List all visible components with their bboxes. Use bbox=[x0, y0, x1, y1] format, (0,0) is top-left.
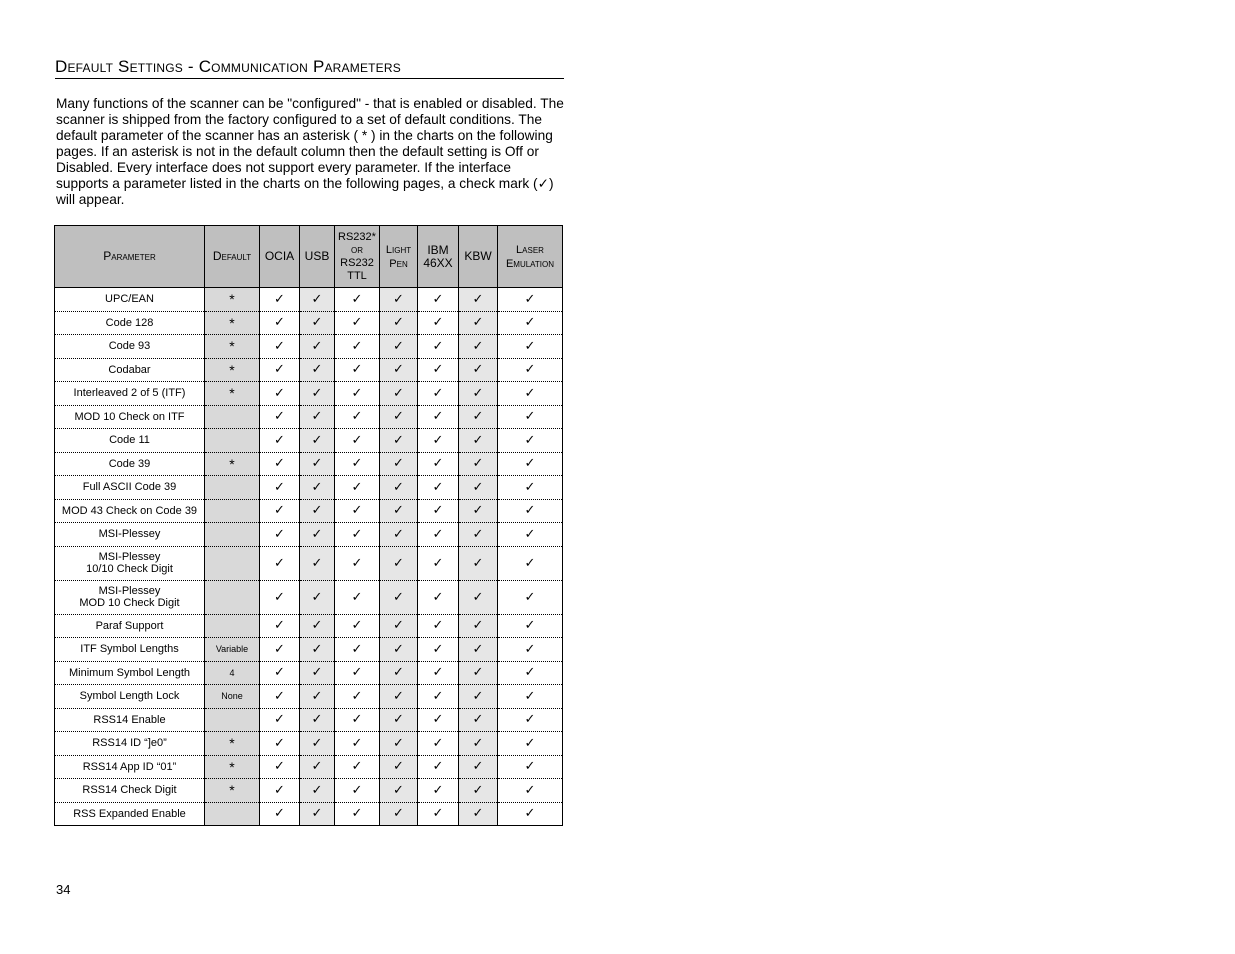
check-mark-light-pen: ✓ bbox=[380, 405, 418, 429]
check-mark-light-pen: ✓ bbox=[380, 638, 418, 662]
default-value: * bbox=[205, 779, 260, 803]
check-mark-usb: ✓ bbox=[300, 499, 335, 523]
check-mark-usb: ✓ bbox=[300, 638, 335, 662]
table-body bbox=[55, 288, 563, 826]
default-value bbox=[205, 546, 260, 580]
table-row bbox=[55, 335, 563, 359]
parameter-name: Code 93 bbox=[55, 335, 205, 359]
parameter-name: MSI-Plessey MOD 10 Check Digit bbox=[55, 580, 205, 614]
table-row bbox=[55, 661, 563, 685]
check-mark-ocia: ✓ bbox=[260, 614, 300, 638]
rs232-label: RS232* bbox=[338, 230, 376, 243]
intro-paragraph: Many functions of the scanner can be "configured" - that is enabled or disabled. The scanner is shipped from the factory configured to a set of default conditions. The default parameter of the scanner has an asterisk ( * ) in the charts on the following pages. If an asterisk is not in the default column then the default setting is Off or Disabled. Every interface does not support every parameter. If the interface supports a parameter listed in the charts on the following pages, a check mark (✓) will appear. bbox=[56, 96, 564, 207]
check-mark-kbw: ✓ bbox=[459, 638, 498, 662]
check-mark-ibm: ✓ bbox=[418, 476, 459, 500]
check-mark-light-pen: ✓ bbox=[380, 732, 418, 756]
check-mark-laser: ✓ bbox=[498, 755, 563, 779]
default-value bbox=[205, 429, 260, 453]
check-mark-laser: ✓ bbox=[498, 452, 563, 476]
check-mark-rs232: ✓ bbox=[335, 614, 380, 638]
check-mark-ocia: ✓ bbox=[260, 708, 300, 732]
check-mark-rs232: ✓ bbox=[335, 311, 380, 335]
check-mark-laser: ✓ bbox=[498, 429, 563, 453]
parameter-name: Full ASCII Code 39 bbox=[55, 476, 205, 500]
check-mark-rs232: ✓ bbox=[335, 452, 380, 476]
table-row bbox=[55, 732, 563, 756]
check-mark-rs232: ✓ bbox=[335, 382, 380, 406]
check-mark-light-pen: ✓ bbox=[380, 452, 418, 476]
rs232-ttl-label: RS232 TTL bbox=[340, 256, 374, 282]
check-mark-rs232: ✓ bbox=[335, 685, 380, 709]
check-mark-laser: ✓ bbox=[498, 802, 563, 826]
check-mark-light-pen: ✓ bbox=[380, 288, 418, 312]
check-mark-light-pen: ✓ bbox=[380, 523, 418, 547]
check-mark-ocia: ✓ bbox=[260, 580, 300, 614]
default-value: Variable bbox=[205, 638, 260, 662]
check-mark-light-pen: ✓ bbox=[380, 476, 418, 500]
col-header-default: Default bbox=[205, 226, 260, 288]
check-mark-rs232: ✓ bbox=[335, 405, 380, 429]
check-mark-kbw: ✓ bbox=[459, 311, 498, 335]
check-mark-laser: ✓ bbox=[498, 476, 563, 500]
check-mark-laser: ✓ bbox=[498, 358, 563, 382]
check-mark-ibm: ✓ bbox=[418, 546, 459, 580]
col-header-rs232 bbox=[335, 226, 380, 288]
check-mark-light-pen: ✓ bbox=[380, 429, 418, 453]
default-value bbox=[205, 708, 260, 732]
check-mark-laser: ✓ bbox=[498, 614, 563, 638]
check-mark-light-pen: ✓ bbox=[380, 335, 418, 359]
parameters-table bbox=[54, 225, 563, 826]
check-mark-usb: ✓ bbox=[300, 685, 335, 709]
check-mark-laser: ✓ bbox=[498, 732, 563, 756]
check-mark-kbw: ✓ bbox=[459, 732, 498, 756]
table-row bbox=[55, 779, 563, 803]
check-mark-light-pen: ✓ bbox=[380, 358, 418, 382]
check-mark-ibm: ✓ bbox=[418, 685, 459, 709]
table-row bbox=[55, 476, 563, 500]
check-mark-usb: ✓ bbox=[300, 452, 335, 476]
default-value bbox=[205, 580, 260, 614]
table-row bbox=[55, 755, 563, 779]
check-mark-rs232: ✓ bbox=[335, 580, 380, 614]
check-mark-kbw: ✓ bbox=[459, 755, 498, 779]
check-mark-ibm: ✓ bbox=[418, 614, 459, 638]
check-mark-ibm: ✓ bbox=[418, 311, 459, 335]
check-mark-ocia: ✓ bbox=[260, 429, 300, 453]
default-value: * bbox=[205, 755, 260, 779]
check-mark-kbw: ✓ bbox=[459, 429, 498, 453]
check-mark-laser: ✓ bbox=[498, 638, 563, 662]
check-mark-ocia: ✓ bbox=[260, 288, 300, 312]
check-mark-ocia: ✓ bbox=[260, 779, 300, 803]
table-row bbox=[55, 708, 563, 732]
default-value: * bbox=[205, 358, 260, 382]
check-mark-ocia: ✓ bbox=[260, 523, 300, 547]
col-header-parameter: Parameter bbox=[55, 226, 205, 288]
check-mark-rs232: ✓ bbox=[335, 523, 380, 547]
parameter-name: ITF Symbol Lengths bbox=[55, 638, 205, 662]
parameter-name: UPC/EAN bbox=[55, 288, 205, 312]
parameter-name: RSS14 Enable bbox=[55, 708, 205, 732]
check-mark-ocia: ✓ bbox=[260, 685, 300, 709]
check-mark-light-pen: ✓ bbox=[380, 755, 418, 779]
table-row bbox=[55, 685, 563, 709]
check-mark-laser: ✓ bbox=[498, 288, 563, 312]
default-value: * bbox=[205, 311, 260, 335]
table-row bbox=[55, 382, 563, 406]
check-mark-kbw: ✓ bbox=[459, 382, 498, 406]
check-mark-ibm: ✓ bbox=[418, 429, 459, 453]
check-mark-light-pen: ✓ bbox=[380, 580, 418, 614]
check-mark-usb: ✓ bbox=[300, 661, 335, 685]
check-mark-kbw: ✓ bbox=[459, 614, 498, 638]
check-mark-laser: ✓ bbox=[498, 499, 563, 523]
check-mark-rs232: ✓ bbox=[335, 802, 380, 826]
check-mark-usb: ✓ bbox=[300, 288, 335, 312]
parameter-name: RSS14 ID “]e0” bbox=[55, 732, 205, 756]
check-mark-ocia: ✓ bbox=[260, 382, 300, 406]
col-header-laser: Laser Emulation bbox=[498, 226, 563, 288]
parameter-name: Paraf Support bbox=[55, 614, 205, 638]
table-row bbox=[55, 546, 563, 580]
check-mark-kbw: ✓ bbox=[459, 452, 498, 476]
check-mark-laser: ✓ bbox=[498, 708, 563, 732]
check-mark-light-pen: ✓ bbox=[380, 661, 418, 685]
table-row bbox=[55, 523, 563, 547]
check-mark-ocia: ✓ bbox=[260, 755, 300, 779]
parameter-name: Minimum Symbol Length bbox=[55, 661, 205, 685]
check-mark-ibm: ✓ bbox=[418, 802, 459, 826]
check-mark-rs232: ✓ bbox=[335, 779, 380, 803]
check-mark-ocia: ✓ bbox=[260, 452, 300, 476]
parameter-name: Code 39 bbox=[55, 452, 205, 476]
check-mark-light-pen: ✓ bbox=[380, 802, 418, 826]
check-mark-ibm: ✓ bbox=[418, 638, 459, 662]
check-mark-usb: ✓ bbox=[300, 779, 335, 803]
check-mark-laser: ✓ bbox=[498, 335, 563, 359]
check-mark-ibm: ✓ bbox=[418, 661, 459, 685]
check-mark-rs232: ✓ bbox=[335, 429, 380, 453]
rs232-or-label: or bbox=[351, 243, 363, 256]
check-mark-kbw: ✓ bbox=[459, 405, 498, 429]
parameter-name: MSI-Plessey bbox=[55, 523, 205, 547]
check-mark-kbw: ✓ bbox=[459, 358, 498, 382]
check-mark-kbw: ✓ bbox=[459, 779, 498, 803]
check-mark-ocia: ✓ bbox=[260, 405, 300, 429]
table-row bbox=[55, 452, 563, 476]
table-row bbox=[55, 614, 563, 638]
page-number: 34 bbox=[56, 882, 71, 897]
check-mark-light-pen: ✓ bbox=[380, 311, 418, 335]
parameter-name: Code 128 bbox=[55, 311, 205, 335]
col-header-kbw: KBW bbox=[459, 226, 498, 288]
check-mark-usb: ✓ bbox=[300, 802, 335, 826]
col-header-usb: USB bbox=[300, 226, 335, 288]
check-mark-ocia: ✓ bbox=[260, 638, 300, 662]
default-value: None bbox=[205, 685, 260, 709]
check-mark-ocia: ✓ bbox=[260, 499, 300, 523]
parameter-name: RSS14 Check Digit bbox=[55, 779, 205, 803]
default-value: * bbox=[205, 335, 260, 359]
parameter-name: MOD 43 Check on Code 39 bbox=[55, 499, 205, 523]
check-mark-kbw: ✓ bbox=[459, 546, 498, 580]
check-mark-usb: ✓ bbox=[300, 311, 335, 335]
check-mark-laser: ✓ bbox=[498, 685, 563, 709]
check-mark-kbw: ✓ bbox=[459, 335, 498, 359]
col-header-ibm: IBM 46XX bbox=[418, 226, 459, 288]
check-mark-kbw: ✓ bbox=[459, 685, 498, 709]
check-mark-rs232: ✓ bbox=[335, 638, 380, 662]
check-mark-ibm: ✓ bbox=[418, 405, 459, 429]
check-mark-laser: ✓ bbox=[498, 311, 563, 335]
table-row bbox=[55, 358, 563, 382]
check-mark-light-pen: ✓ bbox=[380, 685, 418, 709]
check-mark-light-pen: ✓ bbox=[380, 546, 418, 580]
check-mark-usb: ✓ bbox=[300, 523, 335, 547]
check-mark-kbw: ✓ bbox=[459, 523, 498, 547]
parameter-name: RSS14 App ID “01” bbox=[55, 755, 205, 779]
parameter-name: Code 11 bbox=[55, 429, 205, 453]
check-mark-ibm: ✓ bbox=[418, 732, 459, 756]
default-value bbox=[205, 523, 260, 547]
check-mark-ibm: ✓ bbox=[418, 499, 459, 523]
check-mark-light-pen: ✓ bbox=[380, 499, 418, 523]
check-mark-rs232: ✓ bbox=[335, 708, 380, 732]
check-mark-kbw: ✓ bbox=[459, 476, 498, 500]
default-value bbox=[205, 614, 260, 638]
check-mark-laser: ✓ bbox=[498, 546, 563, 580]
check-mark-ocia: ✓ bbox=[260, 802, 300, 826]
check-mark-rs232: ✓ bbox=[335, 499, 380, 523]
check-mark-light-pen: ✓ bbox=[380, 382, 418, 406]
check-mark-kbw: ✓ bbox=[459, 580, 498, 614]
table-row bbox=[55, 311, 563, 335]
check-mark-ocia: ✓ bbox=[260, 311, 300, 335]
check-mark-usb: ✓ bbox=[300, 405, 335, 429]
check-mark-rs232: ✓ bbox=[335, 476, 380, 500]
check-mark-usb: ✓ bbox=[300, 476, 335, 500]
check-mark-usb: ✓ bbox=[300, 546, 335, 580]
check-mark-ibm: ✓ bbox=[418, 382, 459, 406]
check-mark-light-pen: ✓ bbox=[380, 708, 418, 732]
parameter-name: RSS Expanded Enable bbox=[55, 802, 205, 826]
check-mark-ocia: ✓ bbox=[260, 661, 300, 685]
check-mark-laser: ✓ bbox=[498, 580, 563, 614]
check-mark-usb: ✓ bbox=[300, 708, 335, 732]
check-mark-ibm: ✓ bbox=[418, 779, 459, 803]
check-mark-usb: ✓ bbox=[300, 429, 335, 453]
check-mark-usb: ✓ bbox=[300, 335, 335, 359]
check-mark-kbw: ✓ bbox=[459, 802, 498, 826]
check-mark-usb: ✓ bbox=[300, 580, 335, 614]
check-mark-ibm: ✓ bbox=[418, 335, 459, 359]
check-mark-usb: ✓ bbox=[300, 755, 335, 779]
check-mark-ibm: ✓ bbox=[418, 580, 459, 614]
check-mark-ibm: ✓ bbox=[418, 523, 459, 547]
default-value: * bbox=[205, 452, 260, 476]
check-mark-kbw: ✓ bbox=[459, 499, 498, 523]
page-title: Default Settings - Communication Parameters bbox=[55, 57, 564, 79]
check-mark-ibm: ✓ bbox=[418, 358, 459, 382]
check-mark-laser: ✓ bbox=[498, 523, 563, 547]
table-row bbox=[55, 638, 563, 662]
default-value: * bbox=[205, 732, 260, 756]
parameter-name: Interleaved 2 of 5 (ITF) bbox=[55, 382, 205, 406]
check-mark-laser: ✓ bbox=[498, 405, 563, 429]
check-mark-laser: ✓ bbox=[498, 779, 563, 803]
default-value bbox=[205, 405, 260, 429]
check-mark-rs232: ✓ bbox=[335, 732, 380, 756]
check-mark-ibm: ✓ bbox=[418, 708, 459, 732]
check-mark-ocia: ✓ bbox=[260, 358, 300, 382]
default-value bbox=[205, 802, 260, 826]
col-header-ocia: OCIA bbox=[260, 226, 300, 288]
check-mark-light-pen: ✓ bbox=[380, 614, 418, 638]
parameter-name: Symbol Length Lock bbox=[55, 685, 205, 709]
check-mark-usb: ✓ bbox=[300, 358, 335, 382]
check-mark-kbw: ✓ bbox=[459, 288, 498, 312]
table-row bbox=[55, 405, 563, 429]
parameter-name: MSI-Plessey 10/10 Check Digit bbox=[55, 546, 205, 580]
col-header-light-pen: Light Pen bbox=[380, 226, 418, 288]
check-mark-rs232: ✓ bbox=[335, 755, 380, 779]
check-mark-ocia: ✓ bbox=[260, 335, 300, 359]
table-row bbox=[55, 499, 563, 523]
table-row bbox=[55, 429, 563, 453]
default-value bbox=[205, 499, 260, 523]
table-row bbox=[55, 580, 563, 614]
default-value bbox=[205, 476, 260, 500]
check-mark-kbw: ✓ bbox=[459, 661, 498, 685]
parameter-name: MOD 10 Check on ITF bbox=[55, 405, 205, 429]
table-row bbox=[55, 802, 563, 826]
check-mark-kbw: ✓ bbox=[459, 708, 498, 732]
check-mark-ibm: ✓ bbox=[418, 755, 459, 779]
check-mark-light-pen: ✓ bbox=[380, 779, 418, 803]
check-mark-laser: ✓ bbox=[498, 382, 563, 406]
parameter-name: Codabar bbox=[55, 358, 205, 382]
check-mark-rs232: ✓ bbox=[335, 335, 380, 359]
check-mark-usb: ✓ bbox=[300, 614, 335, 638]
table-row bbox=[55, 288, 563, 312]
check-mark-usb: ✓ bbox=[300, 732, 335, 756]
check-mark-usb: ✓ bbox=[300, 382, 335, 406]
check-mark-ocia: ✓ bbox=[260, 546, 300, 580]
header-row bbox=[55, 226, 563, 288]
check-mark-ocia: ✓ bbox=[260, 476, 300, 500]
check-mark-ibm: ✓ bbox=[418, 452, 459, 476]
default-value: 4 bbox=[205, 661, 260, 685]
default-value: * bbox=[205, 288, 260, 312]
default-value: * bbox=[205, 382, 260, 406]
check-mark-rs232: ✓ bbox=[335, 546, 380, 580]
check-mark-rs232: ✓ bbox=[335, 288, 380, 312]
check-mark-rs232: ✓ bbox=[335, 661, 380, 685]
check-mark-ibm: ✓ bbox=[418, 288, 459, 312]
check-mark-laser: ✓ bbox=[498, 661, 563, 685]
check-mark-rs232: ✓ bbox=[335, 358, 380, 382]
check-mark-ocia: ✓ bbox=[260, 732, 300, 756]
